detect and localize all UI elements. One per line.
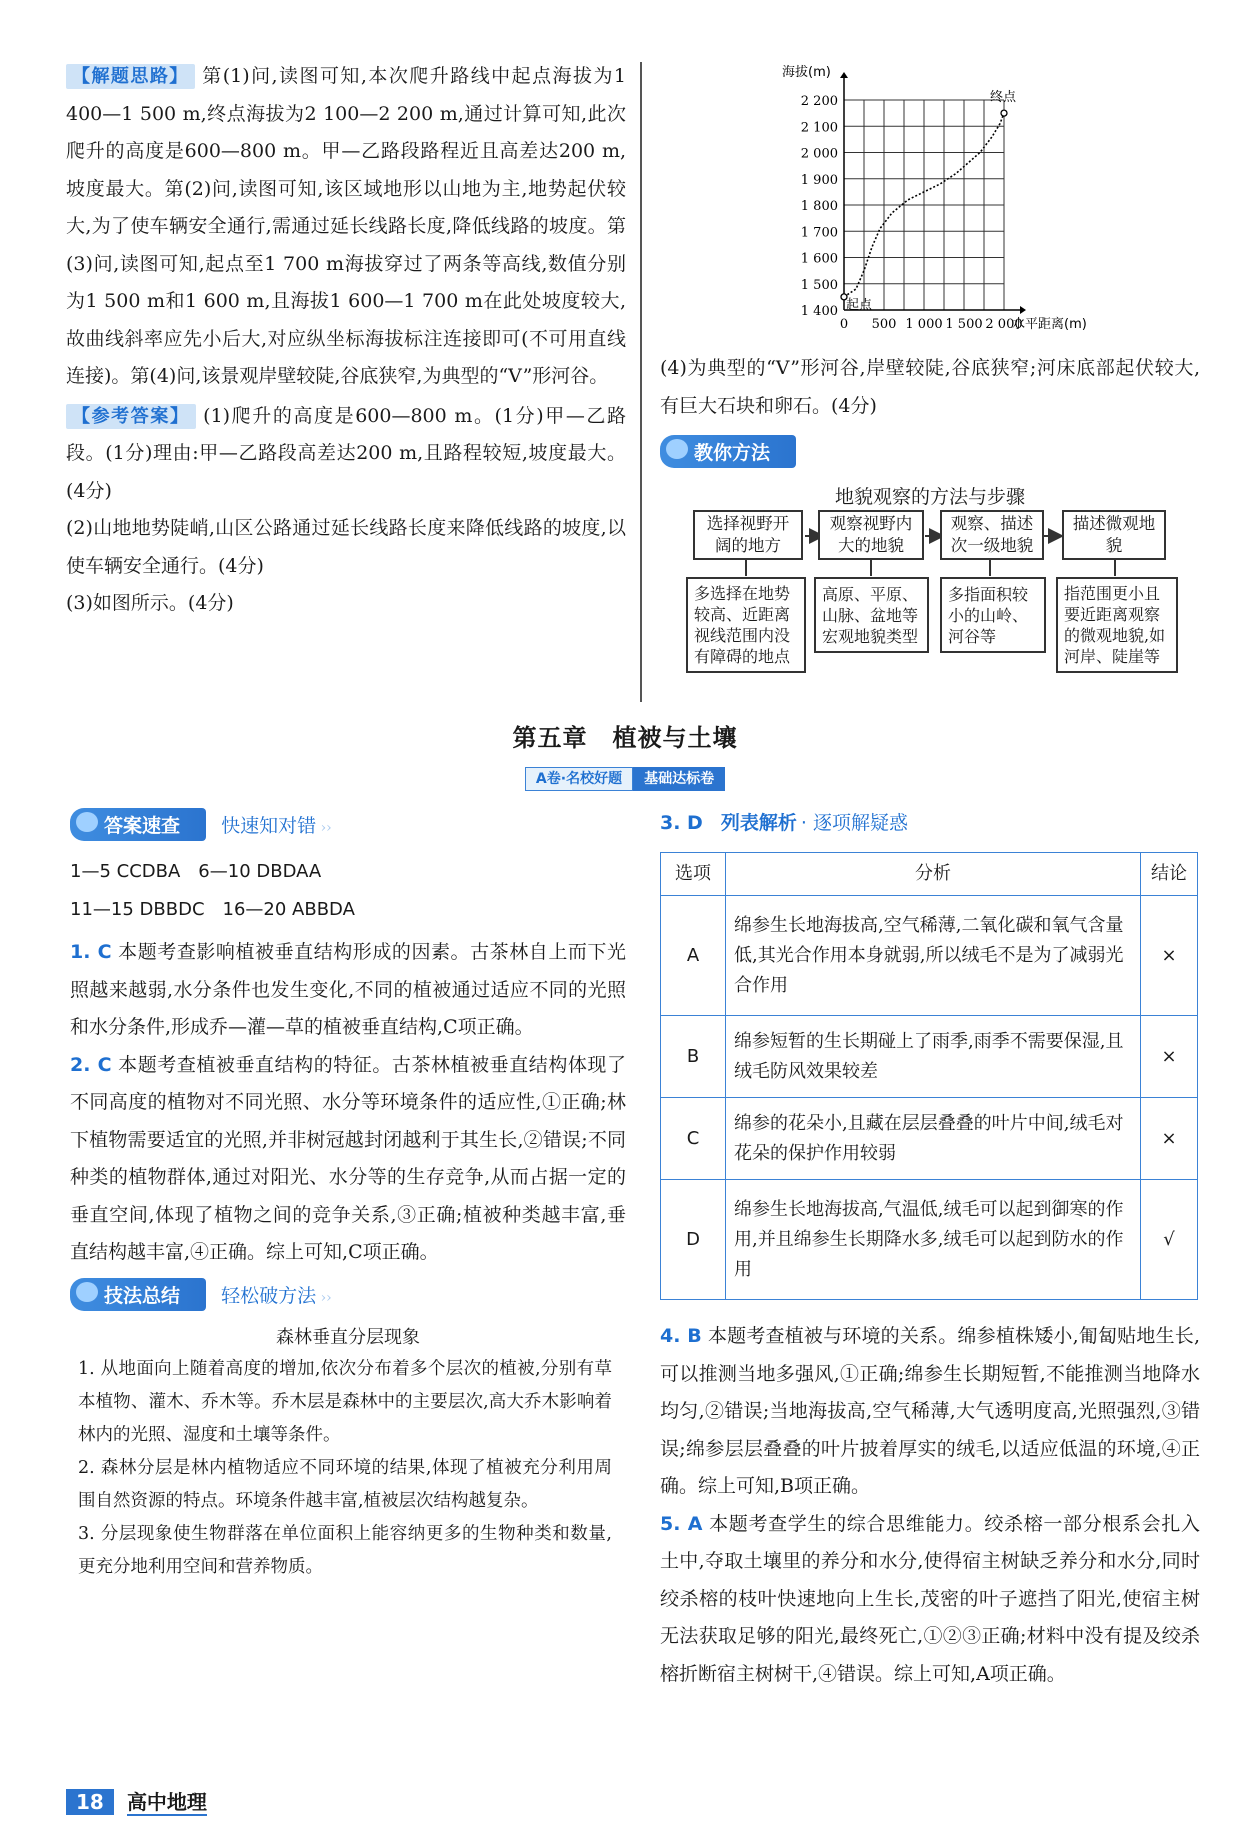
technique-point-2: 2. 森林分层是林内植物适应不同环境的结果,体现了植被充分利用周围自然资源的特点。环境条件越丰富,植被层次结构越复杂。: [78, 1457, 612, 1511]
table-header-conclusion: 结论: [1141, 853, 1198, 896]
flow-detail-1: 多选择在地势较高、近距离视线范围内没有障碍的地点: [686, 577, 806, 673]
footer: [66, 1786, 207, 1815]
flow-step-4: 描述微观地貌: [1062, 510, 1166, 560]
y-axis-title: 海拔(m): [782, 65, 831, 80]
q4-paragraph: [660, 1318, 1200, 1506]
table-header-option: 选项: [661, 853, 726, 896]
technique-box: [70, 1353, 626, 1584]
y-tick-label: 2 100: [800, 120, 838, 136]
flow-step-3: 观察、描述次一级地貌: [940, 510, 1044, 560]
cross-mark: ×: [1141, 896, 1198, 1016]
thinking-tag: 【解题思路】: [66, 64, 195, 89]
left-bottom-column: [70, 808, 626, 1584]
x-axis-arrow: [1020, 306, 1026, 314]
answer-paragraph-3: (3)如图所示。(4分): [66, 592, 234, 614]
left-top-column: [66, 58, 626, 623]
cross-mark: ×: [1141, 1016, 1198, 1098]
table-cell-option: C: [661, 1098, 726, 1180]
technique-point-1: 1. 从地面向上随着高度的增加,依次分布着多个层次的植被,分别有草本植物、灌木、乔木等。乔木层是森林中的主要层次,高大乔木影响着林内的光照、湿度和土壤等条件。: [78, 1358, 612, 1445]
quick-answer-badge: 答案速查: [70, 808, 206, 841]
q3-heading: 列表解析: [720, 812, 797, 834]
table-cell-option: A: [661, 896, 726, 1016]
y-tick-label: 2 000: [800, 146, 838, 162]
table-cell-analysis: 绵参生长地海拔高,气温低,绒毛可以起到御寒的作用,并且绵参生长期降水多,绒毛可以起到防水的作用: [726, 1180, 1141, 1300]
end-label: 终点: [990, 90, 1017, 106]
roll-label-left: A卷·名校好题: [525, 767, 633, 791]
table-header-analysis: 分析: [726, 853, 1141, 896]
answer-tag: 【参考答案】: [66, 404, 196, 429]
y-tick-label: 1 600: [800, 251, 838, 267]
x-tick-label: 500: [871, 317, 897, 332]
cross-mark: ×: [1141, 1098, 1198, 1180]
q3-number: 3. D: [660, 812, 703, 834]
y-tick-label: 1 400: [800, 304, 838, 319]
answer-paragraph-2: (2)山地地势陡峭,山区公路通过延长线路长度来降低线路的坡度,以使车辆安全通行。(4分): [66, 517, 626, 577]
q3-subheading: · 逐项解疑惑: [800, 812, 908, 834]
y-tick-label: 2 200: [800, 94, 838, 109]
lightbulb-icon: [76, 1282, 98, 1302]
right-bottom-column: [660, 808, 1200, 835]
flow-detail-2: 高原、平原、山脉、盆地等宏观地貌类型: [814, 577, 929, 653]
answer-key-row-2: 11—15 DBBDC 16—20 ABBDA: [70, 898, 355, 920]
q5-text: 本题考查学生的综合思维能力。绞杀榕一部分根系会扎入土中,夺取土壤里的养分和水分,使得宿主树缺乏养分和水分,同时绞杀榕的枝叶快速地向上生长,茂密的叶子遮挡了阳光,使宿主树无法获取足够的阳光,最终死亡,①②③正确;材料中没有提及绞杀榕折断宿主树树干,④错误。综上可知,A项正确。: [660, 1512, 1200, 1685]
q2-text: 本题考查植被垂直结构的特征。古茶林植被垂直结构体现了不同高度的植物对不同光照、水分等环境条件的适应性,①正确;林下植物需要适宜的光照,并非树冠越封闭越利于其生长,②错误;不同种类的植物群体,通过对阳光、水分等的生存竞争,从而占据一定的垂直空间,体现了植物之间的竞争关系,③正确;植被种类越丰富,垂直结构越丰富,④正确。综上可知,C项正确。: [70, 1053, 626, 1263]
table-cell-analysis: 绵参生长地海拔高,空气稀薄,二氧化碳和氧气含量低,其光合作用本身就弱,所以绒毛不是为了减弱光合作用: [726, 896, 1141, 1016]
table-row: [661, 896, 1198, 1016]
page-number: 18: [66, 1789, 114, 1815]
q1-text: 本题考查影响植被垂直结构形成的因素。古茶林自上而下光照越来越弱,水分条件也发生变化,不同的植被通过适应不同的光照和水分条件,形成乔—灌—草的植被垂直结构,C项正确。: [70, 941, 626, 1038]
answer-paragraph-1: [66, 398, 626, 511]
q1-number: 1. C: [70, 941, 112, 963]
x-tick-label: 2 000: [985, 317, 1023, 332]
start-label: 起点: [846, 297, 873, 313]
chevron-right-icon: ››: [316, 820, 332, 836]
table-cell-analysis: 绵参的花朵小,且藏在层层叠叠的叶片中间,绒毛对花朵的保护作用较弱: [726, 1098, 1141, 1180]
table-cell-analysis: 绵参短暂的生长期碰上了雨季,雨季不需要保湿,且绒毛防风效果较差: [726, 1016, 1141, 1098]
answer-paragraph-4: (4)为典型的“V”形河谷,岸壁较陡,谷底狭窄;河床底部起伏较大,有巨大石块和卵石。(4分): [660, 357, 1200, 417]
flow-step-1: 选择视野开阔的地方: [693, 510, 803, 560]
table-header-row: [661, 853, 1198, 896]
elevation-profile-chart: [762, 60, 1152, 350]
footer-subject: 高中地理: [126, 1790, 207, 1814]
thinking-paragraph: [66, 58, 626, 396]
flow-step-2: 观察视野内大的地貌: [818, 510, 924, 560]
analysis-table: [660, 852, 1198, 1300]
y-tick-label: 1 500: [800, 277, 838, 293]
table-cell-option: B: [661, 1016, 726, 1098]
lightbulb-icon: [666, 439, 688, 459]
technique-point-3: 3. 分层现象使生物群落在单位面积上能容纳更多的生物种类和数量,更充分地利用空间和营养物质。: [78, 1523, 612, 1577]
end-point: [1001, 110, 1007, 116]
thinking-text: 第(1)问,读图可知,本次爬升路线中起点海拔为1 400—1 500 m,终点海拔为2 100—2 200 m,通过计算可知,此次爬升的高度是600—800 m。甲—乙路段路程近且高差达200 m,坡度最大。第(2)问,读图可知,该区域地形以山地为主,地势起伏较大,为了使车辆安全通行,需通过延长线路长度,降低线路的坡度。第(3)问,读图可知,起点至1 700 m海拔穿过了两条等高线,数值分别为1 500 m和1 600 m,且海拔1 600—1 700 m在此处坡度较大,故曲线斜率应先小后大,对应纵坐标海拔标注连接即可(不可用直线连接)。第(4)问,该景观岸壁较陡,谷底狭窄,为典型的“V”形河谷。: [66, 65, 626, 387]
y-axis-arrow: [840, 72, 848, 78]
chevron-right-icon: ››: [316, 1289, 332, 1306]
table-row: [661, 1016, 1198, 1098]
chapter-title: 第五章 植被与土壤: [512, 724, 738, 752]
x-axis-title: 水平距离(m): [1012, 317, 1087, 332]
method-badge: 教你方法: [660, 435, 796, 468]
column-divider: [640, 62, 642, 702]
flow-detail-3: 多指面积较小的山岭、河谷等: [940, 577, 1046, 653]
lightbulb-icon: [76, 812, 98, 832]
y-tick-label: 1 700: [800, 225, 838, 241]
x-tick-label: 1 500: [945, 317, 983, 332]
answer-key-row-1: 1—5 CCDBA 6—10 DBDAA: [70, 861, 322, 882]
answer-text-1: (1)爬升的高度是600—800 m。(1分)甲—乙路段。(1分)理由:甲—乙路段高差达200 m,且路程较短,坡度最大。(4分): [66, 404, 626, 502]
table-cell-option: D: [661, 1180, 726, 1300]
y-tick-label: 1 900: [800, 172, 838, 188]
table-row: [661, 1098, 1198, 1180]
q4-text: 本题考查植被与环境的关系。绵参植株矮小,匍匐贴地生长,可以推测当地多强风,①正确;绵参生长期短暂,不能推测当地降水均匀,②错误;当地海拔高,空气稀薄,大气透明度高,光照强烈,③错误;绵参层层叠叠的叶片披着厚实的绒毛,以适应低温的环境,④正确。综上可知,B项正确。: [660, 1325, 1200, 1497]
q2-number: 2. C: [70, 1053, 112, 1076]
technique-title: 森林垂直分层现象: [276, 1326, 420, 1348]
table-row: [661, 1180, 1198, 1300]
right-bottom-continued: [660, 1318, 1200, 1693]
x-tick-label: 1 000: [905, 317, 943, 332]
technique-sub: 轻松破方法: [221, 1284, 317, 1307]
flow-detail-4: 指范围更小且要近距离观察的微观地貌,如河岸、陡崖等: [1056, 577, 1178, 673]
check-mark: √: [1141, 1180, 1198, 1300]
x-tick-label: 0: [839, 317, 849, 332]
y-tick-label: 1 800: [800, 199, 838, 214]
quick-answer-sub: 快速知对错: [221, 815, 317, 837]
right-top-column: [660, 350, 1200, 509]
roll-label: [0, 768, 1250, 788]
q5-paragraph: [660, 1506, 1200, 1694]
roll-label-right: 基础达标卷: [633, 767, 725, 791]
q5-number: 5. A: [660, 1512, 703, 1535]
flow-title: 地貌观察的方法与步骤: [834, 486, 1025, 508]
q1-paragraph: [70, 934, 626, 1047]
q4-number: 4. B: [660, 1325, 702, 1347]
technique-badge: 技法总结: [70, 1278, 206, 1311]
q2-paragraph: [70, 1047, 626, 1272]
